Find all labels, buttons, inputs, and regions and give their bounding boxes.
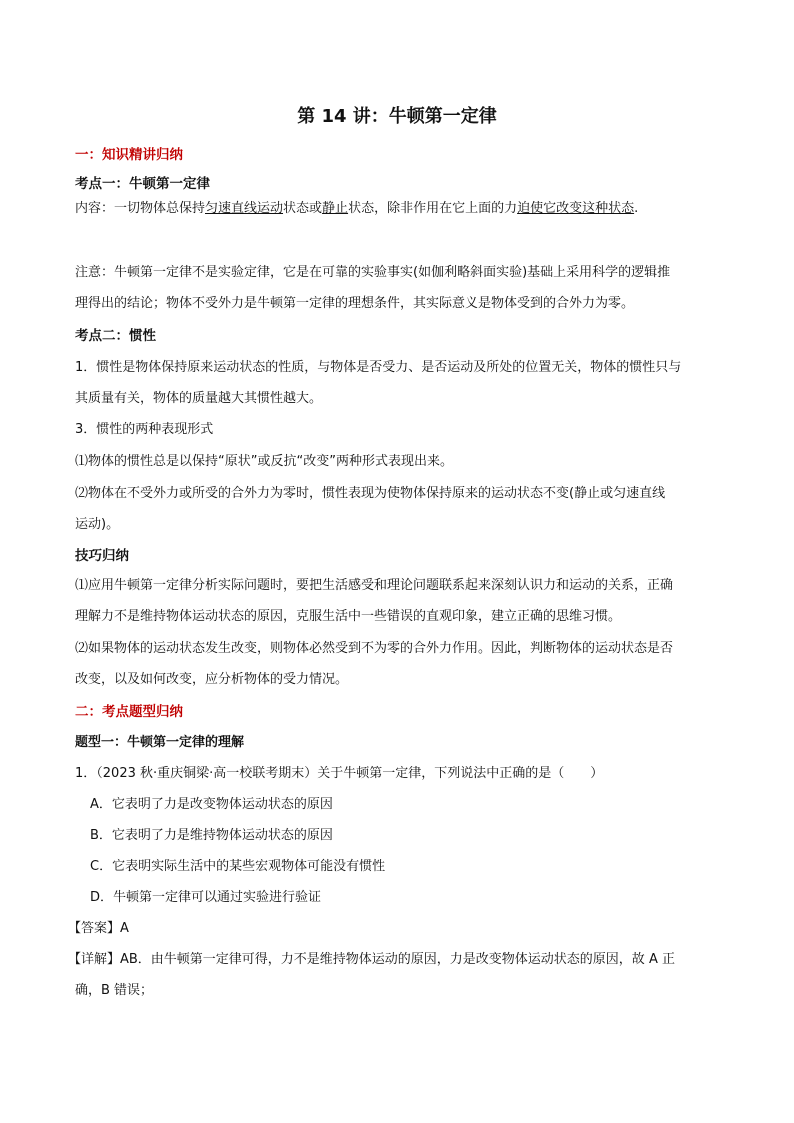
inertia-point-3b-line-2: 运动)。 <box>75 517 120 532</box>
underlined-rest: 静止 <box>322 201 349 216</box>
underlined-uniform-motion: 匀速直线运动 <box>205 201 284 216</box>
question-1-answer: 【答案】A <box>68 921 129 936</box>
question-1-option-a: A．它表明了力是改变物体运动状态的原因 <box>90 797 333 812</box>
content-mid-1: 状态或 <box>283 201 323 216</box>
note-line-1: 注意：牛顿第一定律不是实验定律，它是在可靠的实验事实(如伽利略斜面实验)基础上采用科学的逻辑推 <box>75 265 671 280</box>
inertia-point-3a: ⑴物体的惯性总是以保持“原状”或反抗“改变”两种形式表现出来。 <box>75 454 453 469</box>
content-end: . <box>634 201 639 216</box>
tip-2-line-1: ⑵如果物体的运动状态发生改变，则物体必然受到不为零的合外力作用。因此，判断物体的运动状态是否 <box>75 641 674 656</box>
note-line-2: 理得出的结论；物体不受外力是牛顿第一定律的理想条件，其实际意义是物体受到的合外力为零。 <box>75 296 635 311</box>
question-1-stem: 1．（2023 秋·重庆铜梁·高一校联考期末）关于牛顿第一定律，下列说法中正确的是（ ） <box>75 766 604 781</box>
inertia-point-1-line-1: 1．惯性是物体保持原来运动状态的性质，与物体是否受力、是否运动及所处的位置无关，物体的惯性只与 <box>75 360 682 375</box>
inertia-point-3b-line-1: ⑵物体在不受外力或所受的合外力为零时，惯性表现为使物体保持原来的运动状态不变(静止或匀速直线 <box>75 486 666 501</box>
question-type-1-heading: 题型一：牛顿第一定律的理解 <box>75 735 245 750</box>
key-point-1-heading: 考点一：牛顿第一定律 <box>75 176 210 192</box>
key-point-1-content <box>75 199 638 219</box>
content-prefix: 内容：一切物体总保持 <box>75 201 206 216</box>
section-heading-knowledge: 一：知识精讲归纳 <box>75 147 183 163</box>
question-1-option-c: C．它表明实际生活中的某些宏观物体可能没有惯性 <box>90 859 386 874</box>
tip-1-line-1: ⑴应用牛顿第一定律分析实际问题时，要把生活感受和理论问题联系起来深刻认识力和运动的关系，正确 <box>75 578 674 593</box>
question-1-option-d: D．牛顿第一定律可以通过实验进行验证 <box>90 890 322 905</box>
content-mid-2: 状态，除非作用在它上面的力 <box>348 201 518 216</box>
question-1-detail-line-2: 确，B 错误； <box>75 983 154 998</box>
underlined-force-change: 迫使它改变这种状态 <box>517 201 635 216</box>
tip-1-line-2: 理解力不是维持物体运动状态的原因，克服生活中一些错误的直观印象，建立正确的思维习惯。 <box>75 609 622 624</box>
inertia-point-1-line-2: 其质量有关，物体的质量越大其惯性越大。 <box>75 391 323 406</box>
question-1-option-b: B．它表明了力是维持物体运动状态的原因 <box>90 828 333 843</box>
key-point-2-heading: 考点二：惯性 <box>75 328 156 344</box>
tip-2-line-2: 改变，以及如何改变，应分析物体的受力情况。 <box>75 672 349 687</box>
tips-heading: 技巧归纳 <box>75 548 129 564</box>
inertia-point-3: 3．惯性的两种表现形式 <box>75 422 214 437</box>
page-title: 第 14 讲：牛顿第一定律 <box>297 106 497 127</box>
question-1-detail-line-1: 【详解】AB．由牛顿第一定律可得，力不是维持物体运动的原因，力是改变物体运动状态的原因，故 A 正 <box>68 952 675 967</box>
section-heading-question-types: 二：考点题型归纳 <box>75 704 183 720</box>
